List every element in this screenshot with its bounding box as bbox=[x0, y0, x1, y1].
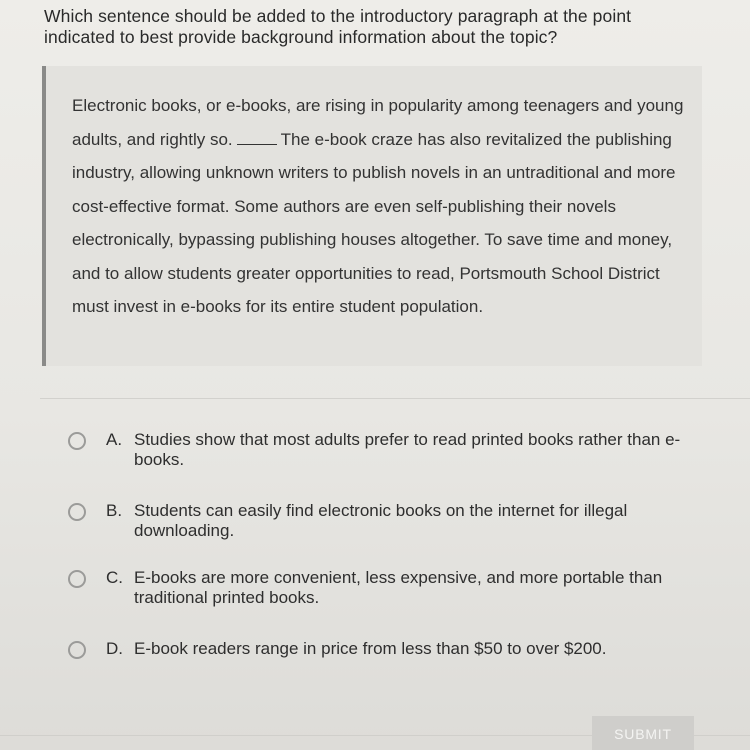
submit-button[interactable]: SUBMIT bbox=[592, 716, 694, 750]
question-prompt bbox=[44, 6, 724, 48]
insertion-blank bbox=[237, 130, 277, 145]
option-c-radio[interactable] bbox=[68, 570, 86, 588]
passage-part-2: The e-book craze has also revitalized the publishing industry, allowing unknown writers to publish novels in an untraditional and more cost-effective format. Some authors are even self-publishing their novels electronically, bypassing publishing houses altogether. To save time and money, and to allow students greater opportunities to read, Portsmouth School District must invest in e-books for its entire student population. bbox=[72, 129, 676, 316]
question-line-1: Which sentence should be added to the introductory paragraph at the point bbox=[44, 6, 632, 26]
option-a-letter: A. bbox=[106, 430, 123, 449]
question-line-2: indicated to best provide background information about the topic? bbox=[44, 27, 558, 47]
option-a-radio[interactable] bbox=[68, 432, 86, 450]
option-b-text: Students can easily find electronic books on the internet for illegal downloading. bbox=[134, 501, 628, 540]
option-d-text: E-book readers range in price from less than $50 to over $200. bbox=[134, 639, 607, 658]
passage-box bbox=[42, 66, 702, 366]
option-d-letter: D. bbox=[106, 639, 123, 658]
option-b-letter: B. bbox=[106, 501, 123, 520]
option-a-text: Studies show that most adults prefer to read printed books rather than e-books. bbox=[134, 430, 681, 469]
divider bbox=[40, 398, 750, 399]
option-c-text: E-books are more convenient, less expensive, and more portable than traditional printed books. bbox=[134, 568, 663, 607]
option-b-radio[interactable] bbox=[68, 503, 86, 521]
passage-text bbox=[72, 89, 692, 324]
passage-part-1: Electronic books, or e-books, are rising in popularity among teenagers and young adults, and rightly so. bbox=[72, 96, 684, 149]
option-d-radio[interactable] bbox=[68, 641, 86, 659]
option-c-letter: C. bbox=[106, 568, 123, 587]
